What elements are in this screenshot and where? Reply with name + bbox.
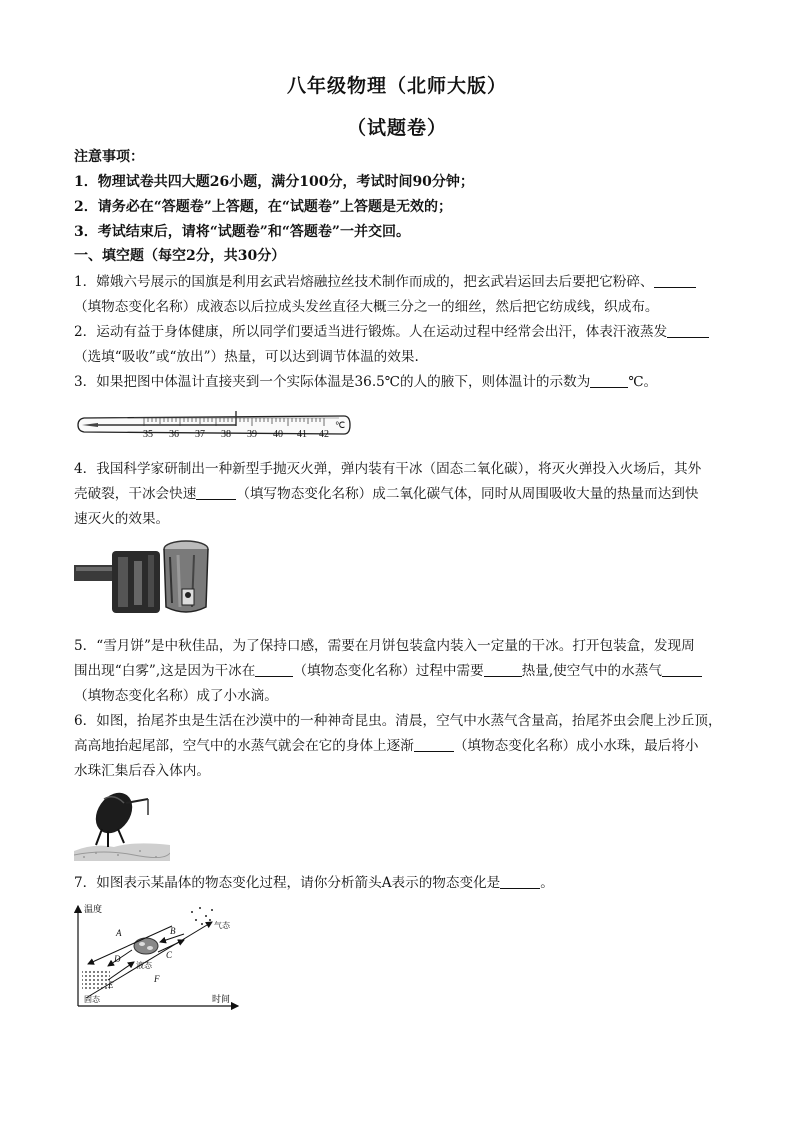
thermometer-figure xyxy=(74,408,354,442)
gas-particles xyxy=(191,907,213,925)
answer-blank[interactable] xyxy=(662,662,702,677)
question-2-line-1: 2．运动有益于身体健康，所以同学们要适当进行锻炼。人在运动过程中经常会出汗，体表汗液蒸发 xyxy=(74,323,726,342)
label-F: F xyxy=(154,974,160,984)
label-D: D xyxy=(114,954,121,964)
page-subtitle: （试题卷） xyxy=(346,117,447,139)
question-5-line-2: 围出现“白雾”,这是因为干冰在 （填物态变化名称）过程中需要 热量,使空气中的水蒸气 xyxy=(74,662,726,681)
question-4-line-1: 4．我国科学家研制出一种新型手抛灭火弹，弹内装有干冰（固态二氧化碳），将灭火弹投入火场后，其外 xyxy=(74,461,702,477)
question-3-line-1: 3．如果把图中体温计直接夹到一个实际体温是36.5℃的人的腋下，则体温计的示数为 ℃。 xyxy=(74,374,658,390)
answer-blank[interactable] xyxy=(667,323,709,338)
y-axis-label: 温度 xyxy=(84,904,103,914)
unit-label: ℃ xyxy=(334,420,346,430)
arrow-A xyxy=(88,926,172,964)
answer-blank[interactable] xyxy=(654,273,696,288)
tick-label: 35 xyxy=(143,429,153,440)
notice-item-1: 1．物理试卷共四大题26小题，满分100分，考试时间90分钟； xyxy=(74,174,474,190)
fire-extinguisher-bomb-photo xyxy=(74,537,214,619)
beetle-photo xyxy=(74,785,170,861)
question-6-line-3: 水珠汇集后吞入体内。 xyxy=(74,763,210,779)
tick-label: 40 xyxy=(273,429,283,440)
question-1-line-1: 1．嫦娥六号展示的国旗是利用玄武岩熔融拉丝技术制作而成的，把玄武岩运回去后要把它粉碎、 xyxy=(74,273,726,292)
tick-label: 37 xyxy=(195,429,205,440)
page-title: 八年级物理（北师大版） xyxy=(286,75,507,97)
label-E: E xyxy=(108,980,114,990)
gas-label: 气态 xyxy=(214,921,230,930)
answer-blank[interactable] xyxy=(484,662,522,677)
notice-item-3: 3．考试结束后，请将“试题卷”和“答题卷”一并交回。 xyxy=(74,224,410,240)
solid-label: 固态 xyxy=(84,995,100,1004)
question-2-line-2: （选填“吸收”或“放出”）热量，可以达到调节体温的效果. xyxy=(74,349,419,365)
tick-label: 39 xyxy=(247,429,257,440)
arrow-F xyxy=(86,922,212,998)
label-C: C xyxy=(166,950,173,960)
notice-item-2: 2．请务必在“答题卷”上答题，在“试题卷”上答题是无效的； xyxy=(74,199,452,215)
answer-blank[interactable] xyxy=(196,485,236,500)
answer-blank[interactable] xyxy=(590,373,628,388)
state-change-diagram xyxy=(72,898,244,1014)
answer-blank[interactable] xyxy=(414,737,454,752)
label-A: A xyxy=(116,928,122,938)
question-1-line-2: （填物态变化名称）成液态以后拉成头发丝直径大概三分之一的细丝，然后把它纺成线，织成布。 xyxy=(74,299,659,315)
solid-particles xyxy=(82,970,110,990)
tick-label: 36 xyxy=(169,429,179,440)
x-axis-label: 时间 xyxy=(212,994,231,1004)
question-6-line-2: 高高地抬起尾部，空气中的水蒸气就会在它的身体上逐渐 （填物态变化名称）成小水珠，最后将小 xyxy=(74,738,699,754)
liquid-droplet xyxy=(134,938,158,954)
answer-blank[interactable] xyxy=(500,874,540,889)
question-7-line-1: 7．如图表示某晶体的物态变化过程，请你分析箭头A表示的物态变化是 。 xyxy=(74,875,554,891)
liquid-label: 液态 xyxy=(136,961,152,970)
question-6-line-1: 6．如图，抬尾芥虫是生活在沙漠中的一种神奇昆虫。清晨，空气中水蒸气含量高，抬尾芥虫会爬上沙丘顶， xyxy=(74,713,722,729)
section-heading: 一、填空题（每空2分，共30分） xyxy=(74,248,286,264)
question-4-line-3: 速灭火的效果。 xyxy=(74,511,170,527)
question-4-line-2: 壳破裂，干冰会快速 （填写物态变化名称）成二氧化碳气体，同时从周围吸收大量的热量而达到快 xyxy=(74,486,699,502)
tick-label: 41 xyxy=(297,429,307,440)
tick-label: 38 xyxy=(221,429,231,440)
question-5-line-3: （填物态变化名称）成了小水滴。 xyxy=(74,688,278,704)
label-B: B xyxy=(170,926,176,936)
answer-blank[interactable] xyxy=(255,662,293,677)
notice-heading: 注意事项： xyxy=(74,149,144,165)
tick-label: 42 xyxy=(319,429,329,440)
question-5-line-1: 5．“雪月饼”是中秋佳品，为了保持口感，需要在月饼包装盒内装入一定量的干冰。打开包装盒，发现周 xyxy=(74,638,695,654)
